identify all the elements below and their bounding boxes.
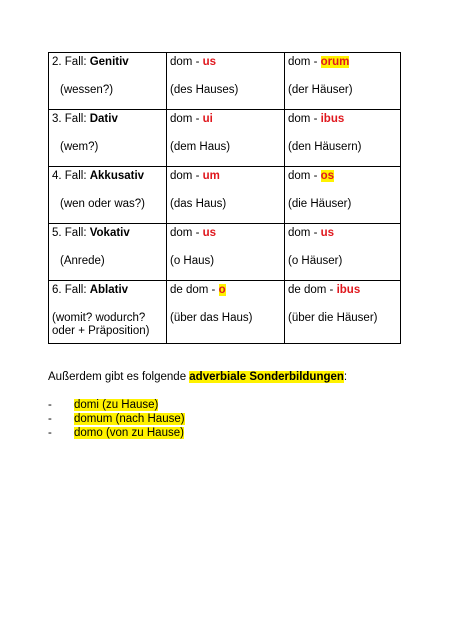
plural-stem: de dom - bbox=[288, 284, 337, 296]
singular-ending: um bbox=[202, 170, 220, 182]
note-paragraph bbox=[48, 370, 347, 384]
list-dash: - bbox=[48, 413, 52, 425]
list-item bbox=[48, 426, 185, 440]
note-prefix: Außerdem gibt es folgende bbox=[48, 371, 190, 383]
list-item-text: domi (zu Hause) bbox=[74, 399, 159, 411]
case-prefix: 4. Fall: bbox=[52, 170, 90, 182]
singular-ending: us bbox=[202, 56, 217, 68]
plural-ending: os bbox=[320, 170, 335, 182]
list-item-text: domo (von zu Hause) bbox=[74, 427, 184, 439]
list-dash: - bbox=[48, 427, 52, 439]
case-question: (wessen?) bbox=[60, 83, 114, 96]
plural-example: (den Häusern) bbox=[288, 140, 362, 153]
singular-stem: dom - bbox=[170, 56, 203, 68]
case-cell bbox=[49, 53, 167, 110]
singular-cell bbox=[167, 224, 285, 281]
singular-stem: dom - bbox=[170, 170, 203, 182]
table-row bbox=[49, 224, 401, 281]
list-item bbox=[48, 398, 185, 412]
plural-cell bbox=[285, 167, 401, 224]
singular-stem: de dom - bbox=[170, 284, 219, 296]
singular-cell bbox=[167, 110, 285, 167]
plural-example: (über die Häuser) bbox=[288, 311, 378, 324]
list-dash: - bbox=[48, 399, 52, 411]
case-question: (wen oder was?) bbox=[60, 197, 146, 210]
singular-ending: ui bbox=[202, 113, 213, 125]
case-name: Genitiv bbox=[89, 56, 129, 68]
plural-ending: us bbox=[320, 227, 335, 239]
case-prefix: 3. Fall: bbox=[52, 113, 90, 125]
singular-example: (das Haus) bbox=[170, 197, 227, 210]
table-row bbox=[49, 53, 401, 110]
plural-ending: ibus bbox=[336, 284, 361, 296]
singular-example: (über das Haus) bbox=[170, 311, 253, 324]
plural-example: (o Häuser) bbox=[288, 254, 343, 267]
note-suffix: : bbox=[343, 371, 348, 383]
plural-stem: dom - bbox=[288, 113, 321, 125]
table-row bbox=[49, 281, 401, 344]
case-prefix: 2. Fall: bbox=[52, 56, 90, 68]
case-cell bbox=[49, 110, 167, 167]
case-name: Dativ bbox=[89, 113, 118, 125]
plural-example: (der Häuser) bbox=[288, 83, 353, 96]
plural-ending: orum bbox=[320, 56, 350, 68]
table-row bbox=[49, 167, 401, 224]
case-cell bbox=[49, 167, 167, 224]
declension-table bbox=[48, 52, 401, 344]
case-prefix: 6. Fall: bbox=[52, 284, 90, 296]
singular-example: (des Hauses) bbox=[170, 83, 239, 96]
case-question: (Anrede) bbox=[60, 254, 105, 267]
plural-cell bbox=[285, 224, 401, 281]
singular-example: (dem Haus) bbox=[170, 140, 231, 153]
singular-stem: dom - bbox=[170, 227, 203, 239]
case-prefix: 5. Fall: bbox=[52, 227, 90, 239]
note-highlight: adverbiale Sonderbildungen bbox=[189, 371, 344, 383]
plural-cell bbox=[285, 53, 401, 110]
list-item-text: domum (nach Hause) bbox=[74, 413, 185, 425]
plural-ending: ibus bbox=[320, 113, 345, 125]
case-name: Vokativ bbox=[89, 227, 130, 239]
adverb-list bbox=[48, 398, 185, 440]
case-cell bbox=[49, 224, 167, 281]
singular-ending: us bbox=[202, 227, 217, 239]
case-cell bbox=[49, 281, 167, 344]
singular-example: (o Haus) bbox=[170, 254, 215, 267]
plural-example: (die Häuser) bbox=[288, 197, 352, 210]
singular-cell bbox=[167, 281, 285, 344]
plural-stem: dom - bbox=[288, 227, 321, 239]
case-question: (wem?) bbox=[60, 140, 99, 153]
plural-stem: dom - bbox=[288, 170, 321, 182]
list-item bbox=[48, 412, 185, 426]
singular-cell bbox=[167, 53, 285, 110]
singular-cell bbox=[167, 167, 285, 224]
case-name: Akkusativ bbox=[89, 170, 145, 182]
case-question: (womit? wodurch? oder + Präposition) bbox=[52, 311, 150, 337]
plural-stem: dom - bbox=[288, 56, 321, 68]
case-name: Ablativ bbox=[89, 284, 129, 296]
table-row bbox=[49, 110, 401, 167]
plural-cell bbox=[285, 281, 401, 344]
plural-cell bbox=[285, 110, 401, 167]
singular-stem: dom - bbox=[170, 113, 203, 125]
singular-ending: o bbox=[218, 284, 226, 296]
